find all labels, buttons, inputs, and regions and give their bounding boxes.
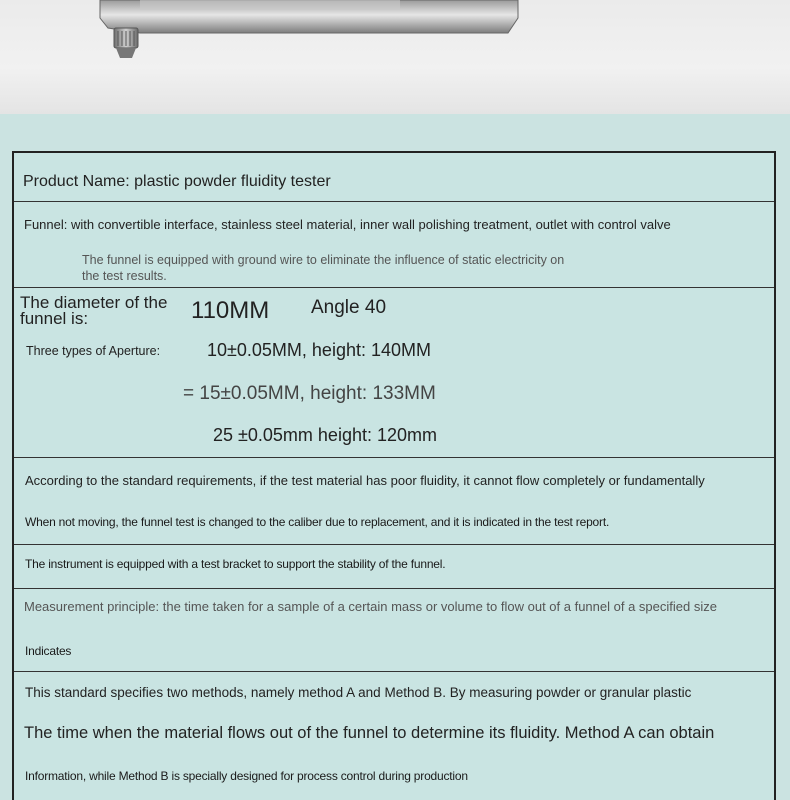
product-name-row — [14, 153, 774, 202]
bracket-row — [14, 545, 774, 589]
methods-line3: Information, while Method B is specially designed for process control during production — [25, 769, 468, 783]
aperture-2: = 15±0.05MM, height: 133MM — [183, 383, 436, 404]
standard-line2: When not moving, the funnel test is changed to the caliber due to replacement, and it is indicated in the test report. — [25, 515, 610, 529]
aperture-label: Three types of Aperture: — [26, 344, 161, 358]
principle-row — [14, 589, 774, 672]
methods-row — [14, 672, 774, 800]
methods-line2: The time when the material flows out of the funnel to determine its fluidity. Method A can obtain — [24, 724, 715, 742]
spec-table — [12, 151, 776, 800]
aperture-1: 10±0.05MM, height: 140MM — [207, 340, 431, 360]
ground-wire-note-line1: The funnel is equipped with ground wire to eliminate the influence of static electricity on — [82, 253, 565, 267]
funnel-description: Funnel: with convertible interface, stainless steel material, inner wall polishing treatment, outlet with control valve — [24, 217, 671, 232]
standard-row — [14, 458, 774, 545]
product-name: Product Name: plastic powder fluidity tester — [23, 173, 331, 190]
principle-line1: Measurement principle: the time taken for a sample of a certain mass or volume to flow out of a funnel of a specified size — [24, 599, 717, 614]
standard-line1: According to the standard requirements, if the test material has poor fluidity, it cannot flow completely or fundamentally — [25, 473, 705, 488]
diameter-value: 110MM — [191, 297, 270, 324]
diameter-label-line1: The diameter of the — [20, 293, 168, 312]
principle-line2: Indicates — [25, 644, 72, 658]
funnel-row — [14, 202, 774, 288]
bracket-text: The instrument is equipped with a test bracket to support the stability of the funnel. — [25, 557, 446, 571]
dimensions-row — [14, 288, 774, 458]
methods-line1: This standard specifies two methods, namely method A and Method B. By measuring powder or granular plastic — [25, 685, 692, 700]
angle-value: Angle 40 — [311, 297, 387, 318]
ground-wire-note-line2: the test results. — [82, 269, 167, 283]
funnel-bracket-illustration — [0, 0, 790, 114]
aperture-3: 25 ±0.05mm height: 120mm — [213, 425, 437, 445]
product-photo — [0, 0, 790, 114]
diameter-label-line2: funnel is: — [20, 309, 89, 328]
